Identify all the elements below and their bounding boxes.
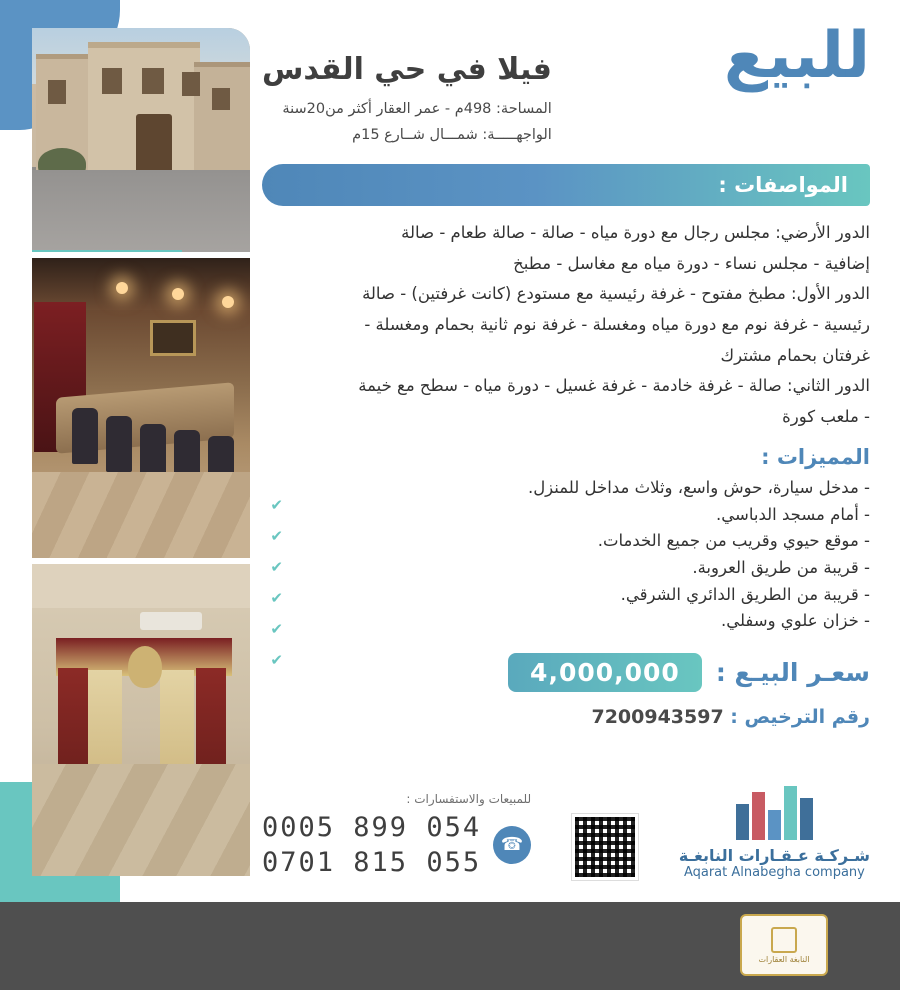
license-number: 7200943597 xyxy=(591,706,724,729)
spec-line: الدور الأول: مطبخ مفتوح - غرفة رئيسية مع مستودع (كانت غرفتين) - صالة xyxy=(362,284,870,304)
stamp-mark-icon xyxy=(771,927,797,953)
check-icon: ✔ xyxy=(270,558,283,576)
company-brand xyxy=(679,782,870,880)
feature-check-column xyxy=(257,496,283,669)
spec-line: إضافية - مجلس نساء - دورة مياه مع مغاسل - مطبخ xyxy=(513,253,870,273)
property-title: فيلا في حي القدس xyxy=(262,52,552,87)
license-row xyxy=(262,706,870,728)
phone-number-secondary[interactable]: 055 815 0701 xyxy=(262,846,482,878)
specs-section-label: المواصفات : xyxy=(718,172,848,197)
spec-line: غرفتان بحمام مشترك xyxy=(720,345,870,365)
check-icon: ✔ xyxy=(270,527,283,545)
license-label: رقم الترخيص : xyxy=(730,706,870,729)
spec-line: الدور الثاني: صالة - غرفة خادمة - غرفة غسيل - دورة مياه - سطح مع خيمة xyxy=(358,376,870,396)
check-icon: ✔ xyxy=(270,589,283,607)
price-row xyxy=(262,653,870,692)
photo-exterior[interactable] xyxy=(32,28,250,252)
property-subline-2: الواجهـــــة: شمـــال شــارع 15م xyxy=(352,126,552,143)
contact-label: للمبيعات والاستفسارات : xyxy=(406,791,532,806)
contact-phones xyxy=(262,810,531,880)
feature-item: - خزان علوي وسفلي. xyxy=(720,611,870,631)
photo-living-room[interactable] xyxy=(32,564,250,876)
spec-line: رئيسية - غرفة نوم مع دورة مياه ومغسلة - غرفة نوم ثانية بحمام ومغسلة - xyxy=(364,315,870,334)
title-block xyxy=(262,26,552,148)
spec-line: - ملعب كورة xyxy=(782,407,870,427)
specs-section-bar xyxy=(262,164,870,206)
phone-number-primary[interactable]: 054 899 0005 xyxy=(262,811,482,843)
ad-content xyxy=(262,19,870,729)
photo-accent-bar xyxy=(32,250,182,252)
check-icon: ✔ xyxy=(270,651,283,669)
qr-code-icon[interactable] xyxy=(572,814,638,880)
feature-item: - قريبة من طريق العروبة. xyxy=(692,558,870,578)
price-label: سعـر البيـع : xyxy=(715,658,870,688)
photo-exterior-image xyxy=(32,28,250,252)
company-logo-icon xyxy=(715,782,833,840)
specs-list xyxy=(262,220,870,431)
feature-item: - موقع حيوي وقريب من جميع الخدمات. xyxy=(597,531,870,551)
footer xyxy=(262,782,870,880)
company-name-ar: شـركـة عـقـارات النابغـة xyxy=(678,846,870,865)
photo-gallery xyxy=(32,28,250,876)
feature-item: - قريبة من الطريق الدائري الشرقي. xyxy=(620,584,870,604)
check-icon: ✔ xyxy=(270,496,283,514)
contact-block xyxy=(262,792,531,880)
feature-item: - أمام مسجد الدباسي. xyxy=(716,504,870,524)
check-icon: ✔ xyxy=(270,620,283,638)
price-amount: 4,000,000 xyxy=(508,653,702,692)
headline-row xyxy=(262,19,870,148)
phone-icon[interactable]: ☎ xyxy=(493,826,531,864)
spec-line: الدور الأرضي: مجلس رجال مع دورة مياه - صالة - صالة طعام - صالة xyxy=(401,222,870,242)
stamp-text: النابغة العقارات xyxy=(758,954,810,964)
company-stamp xyxy=(740,914,828,976)
features-list xyxy=(262,475,870,635)
photo-dining-room-image xyxy=(32,258,250,558)
feature-item: - مدخل سيارة، حوش واسع، وثلاث مداخل للمنزل. xyxy=(527,477,870,497)
phone-numbers[interactable] xyxy=(262,810,481,880)
company-name-en: Aqarat Alnabegha company xyxy=(683,865,865,880)
property-subline-1: المساحة: 498م - عمر العقار أكثر من20سنة xyxy=(282,101,552,117)
features-title: المميزات : xyxy=(761,444,870,469)
for-sale-heading: للبيع xyxy=(723,19,870,93)
photo-dining-room[interactable] xyxy=(32,258,250,558)
photo-living-room-image xyxy=(32,564,250,876)
